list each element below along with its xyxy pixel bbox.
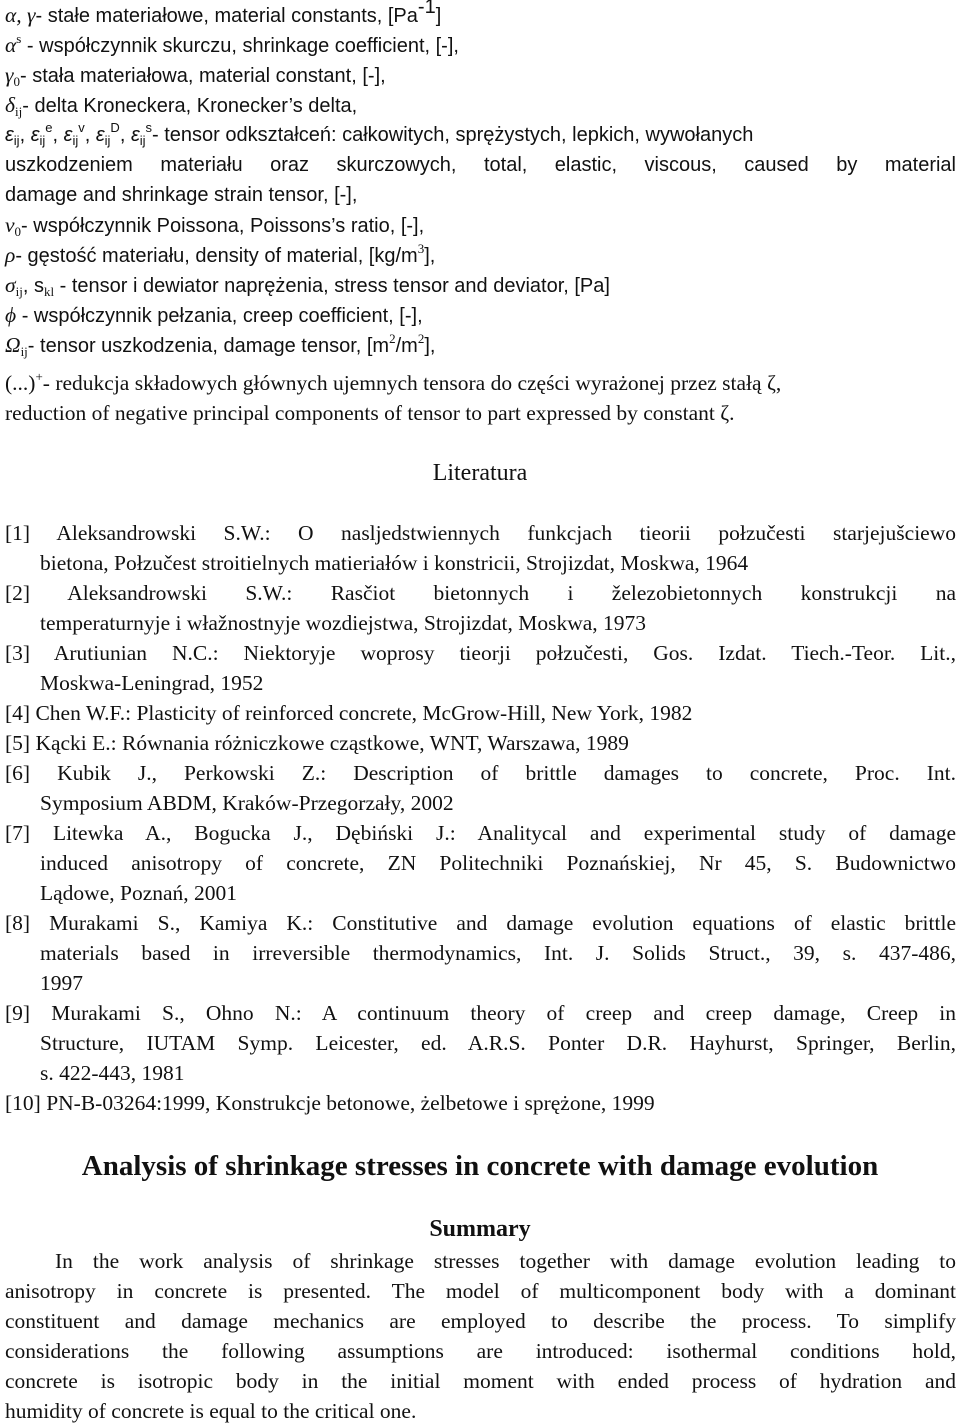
subscript: ij <box>39 133 46 148</box>
description-tail: - tensor i dewiator naprężenia, stress tensor and deviator, [Pa] <box>54 275 610 297</box>
symbol: ρ <box>5 243 16 267</box>
nomenclature-line-11 <box>5 300 956 331</box>
reference-7-line-1: [7] Litewka A., Bogucka J., Dębiński J.: Analitycal and experimental study of damage <box>5 821 956 845</box>
symbol: α <box>5 33 17 57</box>
superscript: 2 <box>389 331 396 346</box>
reference-10: [10] PN-B-03264:1999, Konstrukcje betonowe, żelbetowe i sprężone, 1999 <box>5 1091 655 1115</box>
nomenclature-line-8 <box>5 210 956 241</box>
description-tail: ] <box>435 5 442 27</box>
reference-5: [5] Kącki E.: Równania różniczkowe cząstkowe, WNT, Warszawa, 1989 <box>5 731 629 755</box>
description-tail: ], <box>424 245 436 267</box>
summary-heading: Summary <box>429 1216 531 1242</box>
subscript: ij <box>104 133 111 148</box>
reference-7-line-3: Lądowe, Poznań, 2001 <box>40 881 238 905</box>
reference-8-line-3: 1997 <box>40 971 83 995</box>
symbol: δ <box>5 93 15 117</box>
description-tail: ], <box>424 335 436 357</box>
subscript: ij <box>13 133 20 148</box>
nomenclature-line-3 <box>5 60 956 91</box>
superscript: D <box>110 120 120 135</box>
description: - współczynnik skurczu, shrinkage coefficient, [-], <box>21 35 459 57</box>
nomenclature-line-1 <box>5 0 956 31</box>
summary-line-4: considerations the following assumptions are introduced: isothermal conditions hold, <box>5 1339 956 1363</box>
symbol: ε <box>63 124 73 146</box>
nomenclature-line-2 <box>5 30 956 61</box>
reference-8-line-1: [8] Murakami S., Kamiya K.: Constitutive and damage evolution equations of elastic brittle <box>5 911 956 935</box>
summary-line-2: anisotropy in concrete is presented. The model of multicomponent body with a dominant <box>5 1279 956 1303</box>
nomenclature-line-7: damage and shrinkage strain tensor, [-], <box>5 184 358 206</box>
summary-line-1: In the work analysis of shrinkage stresses together with damage evolution leading to <box>55 1249 956 1273</box>
paper-title: Analysis of shrinkage stresses in concrete with damage evolution <box>81 1150 879 1182</box>
superscript: -1 <box>417 0 436 18</box>
description: - stała materiałowa, material constant, [-], <box>19 65 386 87</box>
reference-9-line-2: Structure, IUTAM Symp. Leicester, ed. A.R.S. Ponter D.R. Hayhurst, Springer, Berlin, <box>40 1031 956 1055</box>
description: - delta Kroneckera, Kronecker’s delta, <box>22 95 358 117</box>
description: - tensor uszkodzenia, damage tensor, [m <box>27 335 390 357</box>
nomenclature-line-5: $\varepsilon_{ij}$, $\varepsilon_{ij}^e$, $\varepsilon_{ij}^v$, $\varepsilon_{ij}^D$, $\varepsilon_{ij}^s-$ tensor odkształceń: całkowitych, sprężystych, lepkich, wywołanych <box>5 120 754 148</box>
reference-1-line-2: bietona, Połzučest stroitielnych matieriałów i konstricii, Strojizdat, Moskwa, 1964 <box>40 551 749 575</box>
symbol: γ <box>5 63 14 87</box>
reference-1-line-1: [1] Aleksandrowski S.W.: O nasljedstwiennych funkcjach tieorii połzučesti starjejušciewo <box>5 521 956 545</box>
superscript: v <box>78 120 85 135</box>
nomenclature-line-4 <box>5 90 956 121</box>
reference-4: [4] Chen W.F.: Plasticity of reinforced concrete, McGrow-Hill, New York, 1982 <box>5 701 693 725</box>
subscript: 0 <box>13 74 20 89</box>
subscript: 0 <box>14 224 22 239</box>
superscript: e <box>45 120 53 135</box>
reference-9-line-1: [9] Murakami S., Ohno N.: A continuum theory of creep and creep damage, Creep in <box>5 1001 956 1025</box>
symbol: (...) <box>5 371 36 395</box>
description: - współczynnik pełzania, creep coefficient, [-], <box>16 305 423 327</box>
summary-line-5: concrete is isotropic body in the initial moment with ended process of hydration and <box>5 1369 956 1393</box>
subscript: ij <box>20 344 28 359</box>
nomenclature-line-14: reduction of negative principal components of tensor to part expressed by constant ζ. <box>5 401 735 425</box>
description: - redukcja składowych głównych ujemnych tensora do części wyrażonej przez stałą ζ, <box>42 371 782 395</box>
symbol: ϕ <box>5 303 17 327</box>
subscript: ij <box>139 133 146 148</box>
reference-7-line-2: induced anisotropy of concrete, ZN Politechniki Poznańskiej, Nr 45, S. Budownictwo <box>40 851 956 875</box>
symbol: Ω <box>5 333 21 357</box>
summary-line-6: humidity of concrete is equal to the critical one. <box>5 1399 417 1423</box>
superscript: s <box>145 120 153 135</box>
symbol: α, γ <box>5 3 36 27</box>
reference-8-line-2: materials based in irreversible thermodynamics, Int. J. Solids Struct., 39, s. 437-486, <box>40 941 956 965</box>
summary-line-3: constituent and damage mechanics are employed to describe the process. To simplify <box>5 1309 956 1333</box>
symbol: ν <box>5 213 15 237</box>
superscript: 2 <box>417 331 425 346</box>
superscript: s <box>16 31 22 46</box>
nomenclature-line-12 <box>5 330 956 361</box>
reference-9-line-3: s. 422-443, 1981 <box>40 1061 185 1085</box>
reference-2-line-2: temperaturnyje i włažnostnyje wozdiejstwa, Strojizdat, Moskwa, 1973 <box>40 611 647 635</box>
reference-2-line-1: [2] Aleksandrowski S.W.: Rasčiot bietonnych i železobietonnych konstrukcji na <box>5 581 956 605</box>
subscript: ij <box>15 284 23 299</box>
symbol: ε <box>5 124 14 146</box>
reference-6-line-2: Symposium ABDM, Kraków-Przegorzały, 2002 <box>40 791 454 815</box>
symbol: ε <box>30 124 40 146</box>
nomenclature-line-6: uszkodzeniem materiału oraz skurczowych, total, elastic, viscous, caused by material <box>5 154 956 176</box>
description: - stałe materiałowe, material constants, [Pa <box>35 5 418 27</box>
literature-heading: Literatura <box>432 460 528 486</box>
superscript: 3 <box>417 241 425 256</box>
reference-3-line-2: Moskwa-Leningrad, 1952 <box>40 671 264 695</box>
reference-3-line-1: [3] Arutiunian N.C.: Niektoryje woprosy tieorji połzučesti, Gos. Izdat. Tiech.-Teor. Lit., <box>5 641 956 665</box>
symbol: ε <box>95 124 105 146</box>
description: - gęstość materiału, density of material, [kg/m <box>15 245 418 267</box>
nomenclature-line-13 <box>5 368 956 398</box>
subscript: ij <box>72 133 79 148</box>
nomenclature-line-9 <box>5 240 956 271</box>
symbol: σ <box>5 273 16 297</box>
description: - tensor odkształceń: całkowitych, sprężystych, lepkich, wywołanych <box>152 124 754 146</box>
description: - współczynnik Poissona, Poissons’s ratio, [-], <box>21 215 425 237</box>
description: , s <box>22 275 44 297</box>
description-mid: /m <box>395 335 418 357</box>
reference-6-line-1: [6] Kubik J., Perkowski Z.: Description of brittle damages to concrete, Proc. Int. <box>5 761 956 785</box>
symbol: ε <box>130 124 140 146</box>
subscript: kl <box>43 284 55 299</box>
subscript: ij <box>15 104 23 119</box>
nomenclature-line-10 <box>5 270 956 301</box>
superscript: + <box>35 369 43 384</box>
